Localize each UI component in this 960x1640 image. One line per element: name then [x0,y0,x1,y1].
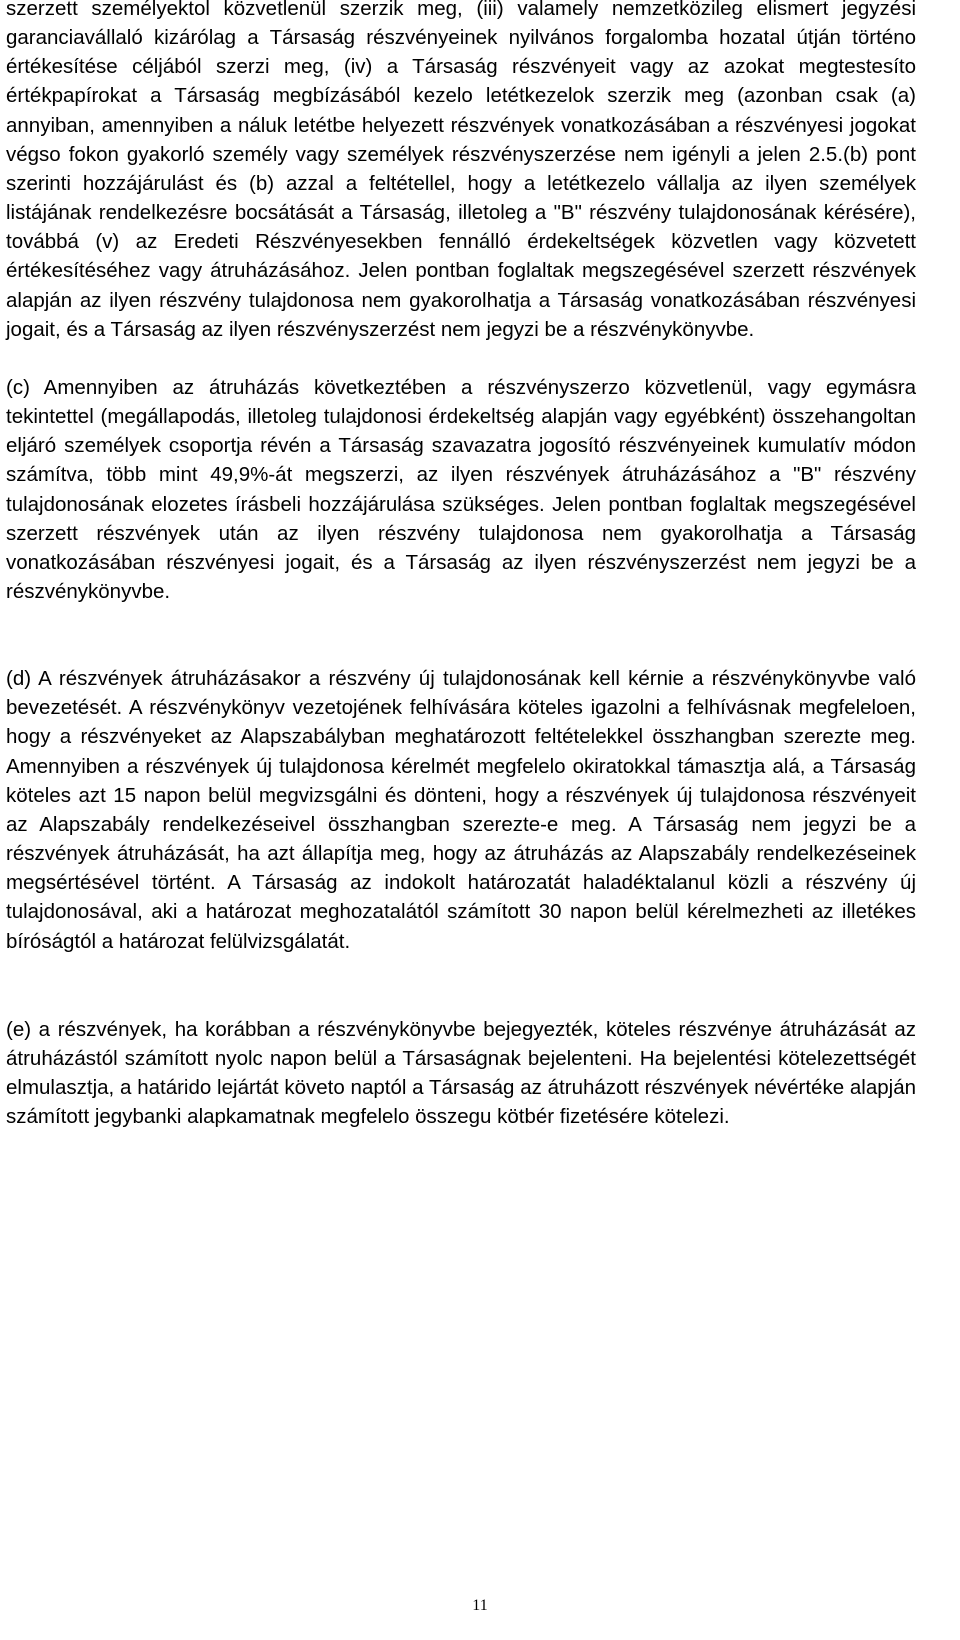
paragraph-continuation: szerzett személyektol közvetlenül szerzik meg, (iii) valamely nemzetközileg elismert jegyzési garanciavállaló kizárólag a Társaság részvényeinek nyilvános forgalomba hozatal útján történo értékesítése céljából szerzi meg, (iv) a Társaság részvényeit vagy az azokat megtestesíto értékpapírokat a Társaság megbízásából kezelo letétkezelok szerzik meg (azonban csak (a) annyiban, amennyiben a náluk letétbe helyezett részvények vonatkozásában a részvényesi jogokat végso fokon gyakorló személy vagy személyek részvényszerzése nem igényli a jelen 2.5.(b) pont szerinti hozzájárulást és (b) azzal a feltétellel, hogy a letétkezelo vállalja az ilyen személyek listájának rendelkezésre bocsátását a Társaság, illetoleg a "B" részvény tulajdonosának kérésére), továbbá (v) az Eredeti Részvényesekben fennálló érdekeltségek közvetlen vagy közvetett értékesítéséhez vagy átruházásához. Jelen pontban foglaltak megszegésével szerzett részvények alapján az ilyen részvény tulajdonosa nem gyakorolhatja a Társaság vonatkozásában részvényesi jogait, és a Társaság az ilyen részvényszerzést nem jegyzi be a részvénykönyvbe. [6,0,916,341]
paragraph-e: (e) a részvények, ha korábban a részvénykönyvbe bejegyezték, köteles részvénye átruházását az átruházástól számított nyolc napon belül a Társaságnak bejelenteni. Ha bejelentési kötelezettségét elmulasztja, a határido lejártát követo naptól a Társaság az átruházott részvények névértéke alapján számított jegybanki alapkamatnak megfelelo összegu kötbér fizetésére kötelezi. [6,1017,916,1129]
document-page [6,0,916,1131]
page-number: 11 [472,1597,488,1614]
paragraph-c: (c) Amennyiben az átruházás következtében a részvényszerzo közvetlenül, vagy egymásra tekintettel (megállapodás, illetoleg tulajdonosi érdekeltség alapján vagy egyébként) összehangoltan eljáró személyek csoportja révén a Társaság szavazatra jogosító részvényeinek kumulatív módon számítva, több mint 49,9%-át megszerzi, az ilyen részvények átruházásához a "B" részvény tulajdonosának elozetes írásbeli hozzájárulása szükséges. Jelen pontban foglaltak megszegésével szerzett részvények után az ilyen részvény tulajdonosa nem gyakorolhatja a Társaság vonatkozásában részvényesi jogait, és a Társaság az ilyen részvényszerzést nem jegyzi be a részvénykönyvbe. [6,375,916,603]
paragraph-d: (d) A részvények átruházásakor a részvény új tulajdonosának kell kérnie a részvénykönyvbe való bevezetését. A részvénykönyv vezetojének felhívására köteles igazolni a felhívásnak megfeleloen, hogy a részvényeket az Alapszabályban meghatározott feltételekkel összhangban szerezte meg. Amennyiben a részvények új tulajdonosa kérelmét megfelelo okiratokkal támasztja alá, a Társaság köteles azt 15 napon belül megvizsgálni és dönteni, hogy a részvények új tulajdonosa részvényeit az Alapszabály rendelkezéseivel összhangban szerezte-e meg. A Társaság nem jegyzi be a részvények átruházását, ha azt állapítja meg, hogy az átruházás az Alapszabály rendelkezéseinek megsértésével történt. A Társaság az indokolt határozatát haladéktalanul közli a részvény új tulajdonosával, aki a határozat meghozatalától számított 30 napon belül kérelmezheti az illetékes bíróságtól a határozat felülvizsgálatát. [6,667,916,953]
